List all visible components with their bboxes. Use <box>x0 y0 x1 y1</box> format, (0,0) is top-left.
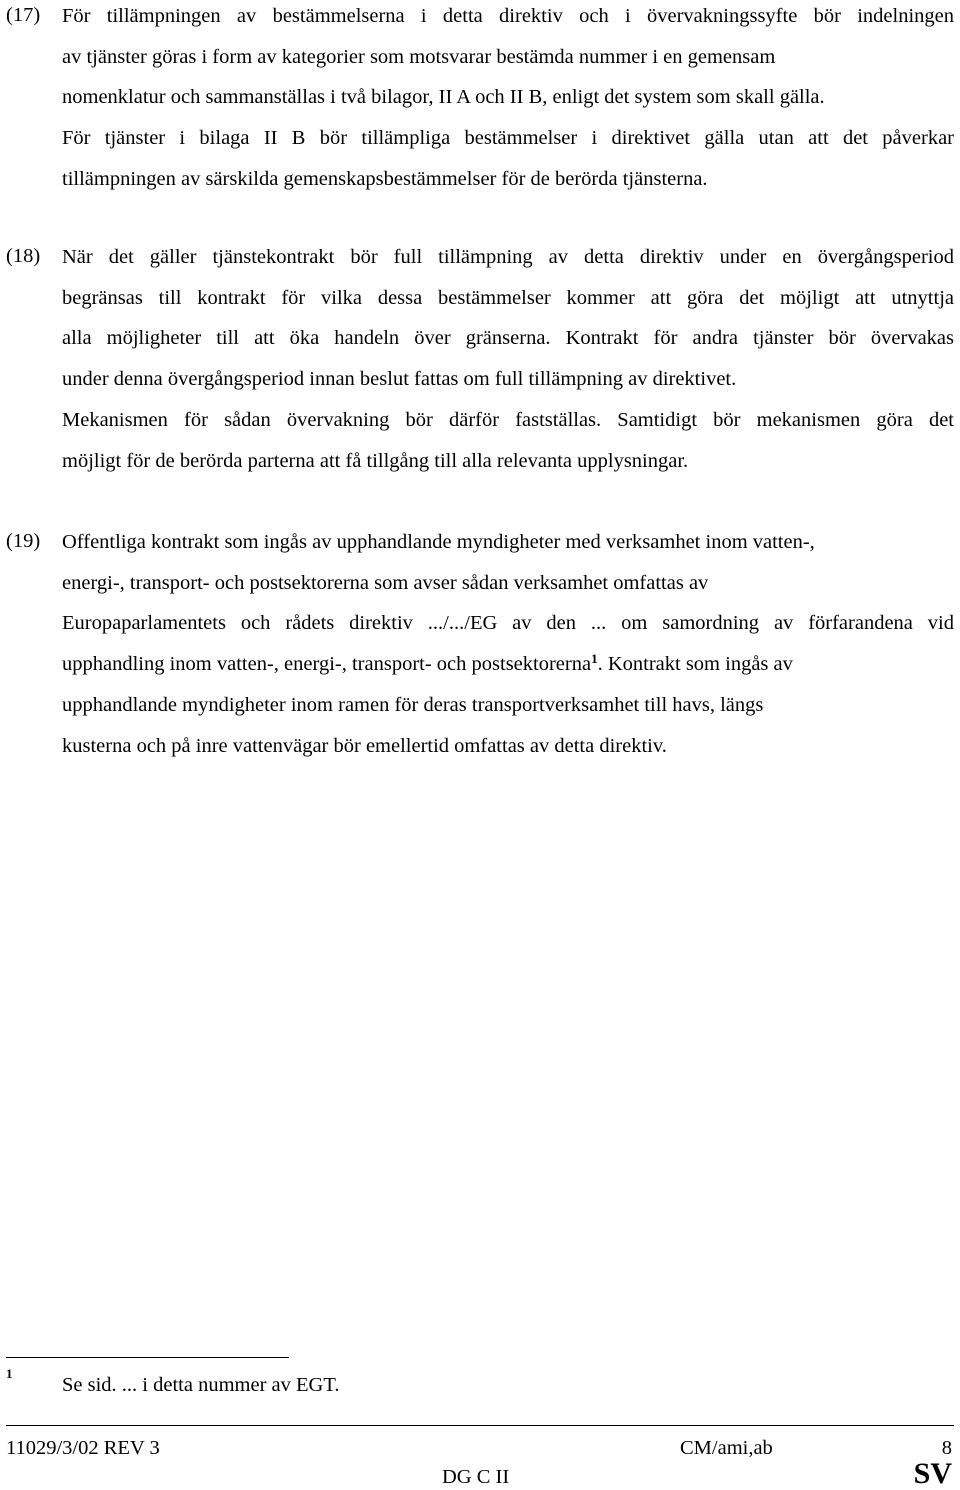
paragraph-line: tillämpningen av särskilda gemenskapsbestämmelser för de berörda tjänsterna. <box>62 168 708 190</box>
paragraph-line: begränsas till kontrakt för vilka dessa bestämmelser kommer att göra det möjligt att utnyttja <box>62 287 954 309</box>
footer-divider <box>6 1425 954 1426</box>
paragraph-line: Mekanismen för sådan övervakning bör därför fastställas. Samtidigt bör mekanismen göra det <box>62 409 954 431</box>
paragraph-number: (19) <box>6 530 41 552</box>
paragraph-line: alla möjligheter till att öka handeln över gränserna. Kontrakt för andra tjänster bör övervakas <box>62 327 954 349</box>
directorate-general: DG C II <box>442 1466 510 1488</box>
paragraph-line-with-footnote <box>62 652 793 676</box>
paragraph-number: (17) <box>6 4 41 26</box>
paragraph-line-tail: . Kontrakt som ingås av <box>597 653 793 675</box>
page-number: 8 <box>941 1437 952 1459</box>
footnote-text: Se sid. ... i detta nummer av EGT. <box>62 1374 340 1396</box>
author-initials: CM/ami,ab <box>680 1437 773 1459</box>
language-code: SV <box>913 1457 952 1490</box>
paragraph-line: under denna övergångsperiod innan beslut fattas om full tillämpning av direktivet. <box>62 368 737 390</box>
footnote-reference[interactable]: 1 <box>591 651 598 666</box>
paragraph-line-text: upphandling inom vatten-, energi-, transport- och postsektorerna <box>62 653 592 675</box>
paragraph-line: kusterna och på inre vattenvägar bör emellertid omfattas av detta direktiv. <box>62 735 667 757</box>
paragraph-line: För tillämpningen av bestämmelserna i detta direktiv och i övervakningssyfte bör indelningen <box>62 5 954 27</box>
paragraph-line: nomenklatur och sammanställas i två bilagor, II A och II B, enligt det system som skall gälla. <box>62 86 825 108</box>
paragraph-line: energi-, transport- och postsektorerna som avser sådan verksamhet omfattas av <box>62 572 709 594</box>
paragraph-line: Offentliga kontrakt som ingås av upphandlande myndigheter med verksamhet inom vatten-, <box>62 531 815 553</box>
paragraph-number: (18) <box>6 245 41 267</box>
document-reference: 11029/3/02 REV 3 <box>6 1437 160 1459</box>
footnote-separator <box>6 1357 289 1358</box>
paragraph-line: av tjänster göras i form av kategorier som motsvarar bestämda nummer i en gemensam <box>62 46 776 68</box>
paragraph-line: För tjänster i bilaga II B bör tillämpliga bestämmelser i direktivet gälla utan att det påverkar <box>62 127 954 149</box>
paragraph-line: Europaparlamentets och rådets direktiv .../.../EG av den ... om samordning av förfarandena vid <box>62 612 954 634</box>
paragraph-line: möjligt för de berörda parterna att få tillgång till alla relevanta upplysningar. <box>62 450 689 472</box>
paragraph-line: upphandlande myndigheter inom ramen för deras transportverksamhet till havs, längs <box>62 694 764 716</box>
paragraph-line: När det gäller tjänstekontrakt bör full tillämpning av detta direktiv under en övergångsperiod <box>62 246 954 268</box>
footnote-mark: 1 <box>6 1366 13 1381</box>
